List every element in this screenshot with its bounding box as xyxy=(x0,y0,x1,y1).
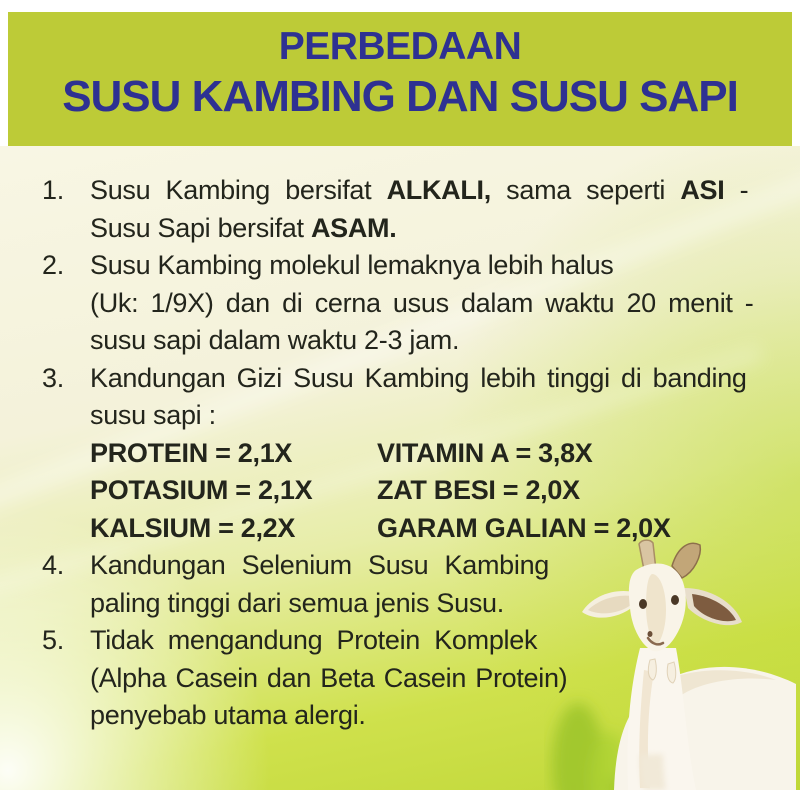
nutrient-value-right: ZAT BESI = 2,0X xyxy=(377,475,580,505)
nutrient-value-right: VITAMIN A = 3,8X xyxy=(377,437,593,468)
poster-title-line1: PERBEDAAN xyxy=(278,25,522,68)
nutrient-value-right: GARAM GALIAN = 2,0X xyxy=(377,512,671,543)
text-segment: penyebab utama alergi. xyxy=(90,700,366,730)
text-segment: paling tinggi dari semua jenis Susu. xyxy=(90,587,504,618)
text-segment: (Alpha Casein dan Beta Casein Protein) xyxy=(90,662,568,693)
text-segment: Kandungan Gizi Susu Kambing lebih tinggi di banding xyxy=(90,362,747,393)
text-segment: (Uk: 1/9X) dan di cerna usus dalam waktu 20 menit - xyxy=(90,287,754,318)
item-number: 3. xyxy=(42,362,64,393)
text-segment: Susu Kambing bersifat xyxy=(90,175,387,205)
list-item-1 xyxy=(42,172,774,247)
text-segment: Susu Kambing molekul lemaknya lebih halus xyxy=(90,250,614,280)
item-text xyxy=(90,622,774,735)
item-text xyxy=(90,172,774,247)
text-segment: sama seperti xyxy=(490,175,681,205)
nutrient-value-left: POTASIUM = 2,1X xyxy=(90,475,313,505)
nutrient-row xyxy=(90,472,774,510)
text-segment: Susu Sapi bersifat xyxy=(90,212,311,243)
header-banner xyxy=(8,12,792,146)
numbered-list xyxy=(42,172,774,735)
text-segment-bold: ALKALI, xyxy=(386,175,491,205)
content-area xyxy=(0,146,800,790)
nutrient-table xyxy=(90,435,774,548)
item-text xyxy=(90,360,774,435)
text-segment: susu sapi dalam waktu 2-3 jam. xyxy=(90,325,460,355)
list-item-5 xyxy=(42,622,774,735)
list-item-4 xyxy=(42,547,774,622)
nutrient-row xyxy=(90,510,774,548)
text-segment: Tidak mengandung Protein Komplek xyxy=(90,625,538,655)
nutrient-row xyxy=(90,435,774,473)
item-number: 2. xyxy=(42,250,64,280)
text-segment: susu sapi : xyxy=(90,400,216,430)
item-number: 4. xyxy=(42,550,64,580)
text-segment: - xyxy=(724,175,749,205)
list-item-3 xyxy=(42,360,774,435)
text-segment-bold: ASAM. xyxy=(310,212,397,243)
text-segment: Kandungan Selenium Susu Kambing xyxy=(90,550,550,580)
item-number: 1. xyxy=(42,175,64,205)
list-item-2 xyxy=(42,247,774,360)
item-number: 5. xyxy=(42,625,64,655)
nutrient-value-left: PROTEIN = 2,1X xyxy=(90,437,293,468)
text-segment-bold: ASI xyxy=(680,175,725,205)
poster-title-line2: SUSU KAMBING DAN SUSU SAPI xyxy=(62,71,738,121)
item-text xyxy=(90,247,774,360)
item-text xyxy=(90,547,774,622)
nutrient-value-left: KALSIUM = 2,2X xyxy=(90,512,296,543)
